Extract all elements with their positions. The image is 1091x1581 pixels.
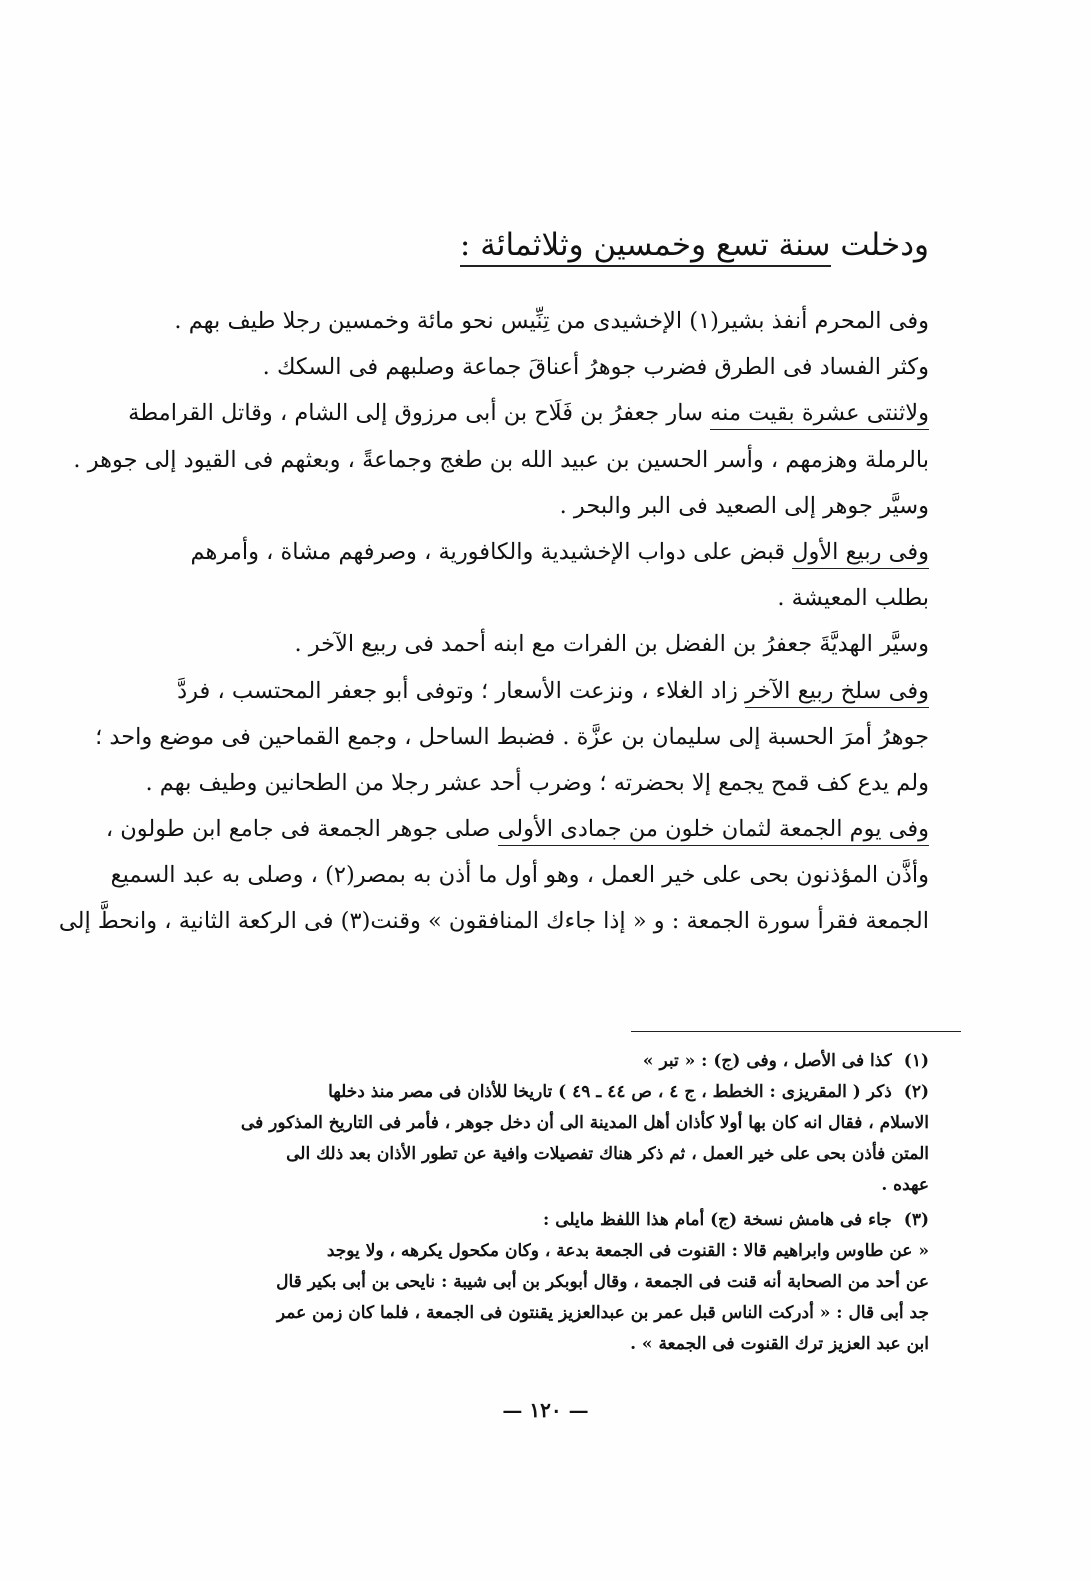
underlined-date: وفى ربيع الأول xyxy=(792,539,929,569)
text-line xyxy=(109,760,929,806)
page-number: — ١٢٠ — xyxy=(502,1398,589,1422)
line-text: الجمعة فقرأ سورة الجمعة : و « إذا جاءك المنافقون » وقنت(٣) فى الركعة الثانية ، وانحطَّ إلى xyxy=(58,908,929,935)
heading-prefix: ودخلت xyxy=(830,227,929,263)
text-line xyxy=(95,714,929,760)
line-text: وكثر الفساد فى الطرق فضرب جوهرُ أعناقَ جماعة وصلبهم فى السكك . xyxy=(262,354,929,381)
footnote-line xyxy=(119,1139,929,1170)
footnote-line xyxy=(119,1298,929,1329)
footnote-line xyxy=(119,1329,929,1360)
footnote-text: المتن فأذن بحى على خير العمل ، ثم ذكر هناك تفصيلات وافية عن تطور الأذان بعد ذلك الى xyxy=(286,1144,929,1164)
footnote-number: (٣) xyxy=(903,1210,929,1230)
footnote-text: كذا فى الأصل ، وفى (ج) : « تبر » xyxy=(642,1051,892,1071)
text-line xyxy=(109,852,929,898)
footnote-text: ذكر ( المقريزى : الخطط ، ج ٤ ، ص ٤٤ ـ ٤٩ ) تاريخا للأذان فى مصر منذ دخلها xyxy=(328,1082,892,1102)
text-line xyxy=(109,668,929,714)
footnote-text: ابن عبد العزيز ترك القنوت فى الجمعة » . xyxy=(630,1334,929,1354)
footnote-line xyxy=(119,1077,929,1108)
line-text: جوهرُ أمرَ الحسبة إلى سليمان بن عزَّة . فضبط الساحل ، وجمع القماحين فى موضع واحد ؛ xyxy=(95,723,929,750)
footnotes xyxy=(119,1046,929,1360)
text-line xyxy=(73,437,929,483)
text-line xyxy=(58,898,929,944)
footnote-line xyxy=(119,1046,929,1077)
footnote-text: عهده . xyxy=(881,1175,929,1195)
heading-underlined: سنة تسع وخمسين وثلاثمائة : xyxy=(460,227,831,267)
line-text: ولم يدع كف قمح يجمع إلا بحضرته ؛ وضرب أحد عشر رجلا من الطحانين وطيف بهم . xyxy=(145,769,929,796)
line-text: قبض على دواب الإخشيدية والكافورية ، وصرفهم مشاة ، وأمرهم xyxy=(190,538,793,565)
footnote-line xyxy=(119,1205,929,1236)
line-text: وأذَّن المؤذنون بحى على خير العمل ، وهو أول ما أذن به بمصر(٢) ، وصلى به عبد السميع xyxy=(110,862,929,889)
line-text: وسيَّر جوهر إلى الصعيد فى البر والبحر . xyxy=(559,492,929,519)
text-line xyxy=(109,483,929,529)
line-text: بطلب المعيشة . xyxy=(777,585,929,612)
main-text xyxy=(58,298,929,945)
section-heading xyxy=(369,222,929,268)
footnote-line xyxy=(119,1108,929,1139)
line-text: بالرملة وهزمهم ، وأسر الحسين بن عبيد الله بن طغج وجماعةً ، وبعثهم فى القيود إلى جوهر . xyxy=(73,446,929,473)
line-text: سار جعفرُ بن فَلَاح بن أبى مرزوق إلى الشام ، وقاتل القرامطة xyxy=(128,400,711,427)
line-text: صلى جوهر الجمعة فى جامع ابن طولون ، xyxy=(105,816,498,843)
text-line xyxy=(109,529,929,575)
footnote-line xyxy=(119,1170,929,1201)
underlined-date: ولاثنتى عشرة بقيت منه xyxy=(710,400,929,430)
text-line xyxy=(109,344,929,390)
footnote-text: جاء فى هامش نسخة (ج) أمام هذا اللفظ مايلى : xyxy=(543,1210,892,1230)
text-line xyxy=(109,298,929,344)
footnote-text: جد أبى قال : « أدركت الناس قبل عمر بن عبدالعزيز يقنتون فى الجمعة ، فلما كان زمن عمر xyxy=(276,1303,929,1323)
text-line xyxy=(105,806,929,852)
text-line xyxy=(109,575,929,621)
line-text: وسيَّر الهديَّةَ جعفرُ بن الفضل بن الفرات مع ابنه أحمد فى ربيع الآخر . xyxy=(294,631,929,658)
footnote-number: (١) xyxy=(903,1051,929,1071)
footnote-line xyxy=(119,1236,929,1267)
text-line xyxy=(109,621,929,667)
line-text: زاد الغلاء ، ونزعت الأسعار ؛ وتوفى أبو جعفر المحتسب ، فردَّ xyxy=(177,677,746,704)
line-text: وفى المحرم أنفذ بشير(١) الإخشيدى من تِنِّيس نحو مائة وخمسين رجلا طيف بهم . xyxy=(174,308,929,334)
footnote-text: « عن طاوس وابراهيم قالا : القنوت فى الجمعة بدعة ، وكان مكحول يكرهه ، ولا يوجد xyxy=(326,1241,929,1261)
footnote-number: (٢) xyxy=(903,1082,929,1102)
underlined-date: وفى سلخ ربيع الآخر xyxy=(745,678,929,708)
text-line xyxy=(109,390,929,436)
underlined-date: وفى يوم الجمعة لثمان خلون من جمادى الأولى xyxy=(498,816,930,846)
footnote-text: الاسلام ، فقال انه كان بها أولا كأذان أهل المدينة الى أن دخل جوهر ، فأمر فى التاريخ المذكور فى xyxy=(240,1113,929,1133)
footnote-line xyxy=(119,1267,929,1298)
footnote-divider xyxy=(631,1031,961,1032)
footnote-text: عن أحد من الصحابة أنه قنت فى الجمعة ، وقال أبوبكر بن أبى شيبة : نايحى بن أبى بكير قال xyxy=(276,1272,929,1292)
